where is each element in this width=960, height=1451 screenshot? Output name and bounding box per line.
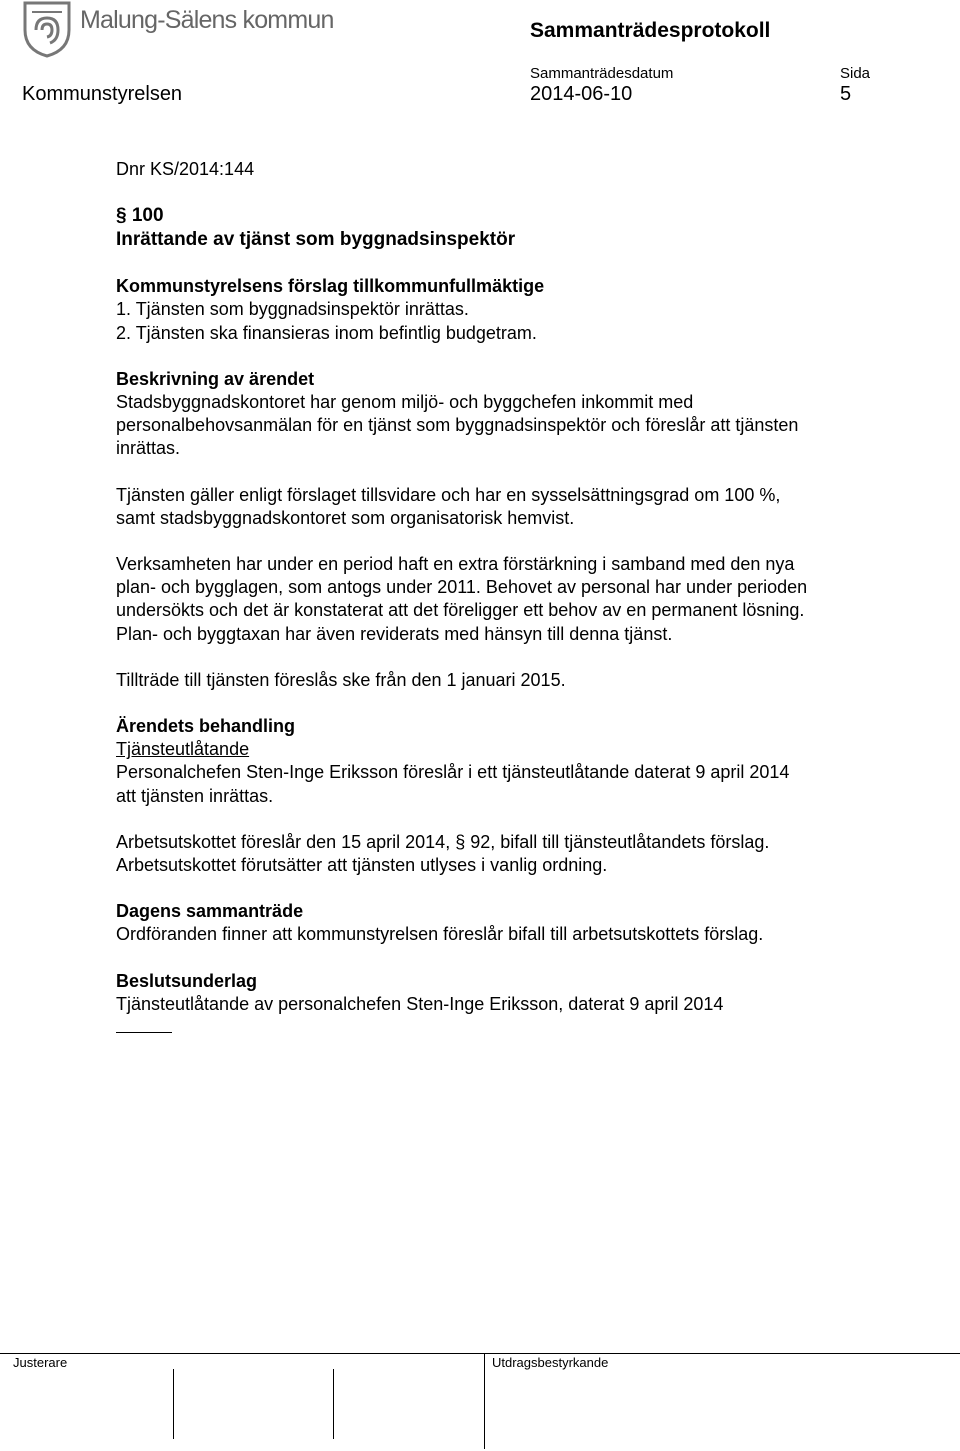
document-body (116, 158, 916, 1033)
description-line: Plan- och byggtaxan har även reviderats med hänsyn till denna tjänst. (116, 623, 673, 644)
page-label: Sida (840, 65, 871, 82)
handling-line: Arbetsutskottet förutsätter att tjänsten utlyses i vanlig ordning. (116, 855, 608, 876)
handling-line: Arbetsutskottet föreslår den 15 april 2014, § 92, bifall till tjänsteutlåtandets förslag. (116, 831, 770, 852)
signature-divider (173, 1369, 174, 1439)
section-number: § 100 (116, 205, 164, 227)
signature-divider (333, 1369, 334, 1439)
meeting-heading: Dagens sammanträde (116, 901, 304, 922)
footer-divider (0, 1353, 960, 1354)
meeting-text: Ordföranden finner att kommunstyrelsen föreslår bifall till arbetsutskottets förslag. (116, 924, 764, 945)
description-heading: Beskrivning av ärendet (116, 368, 315, 389)
description-line: Verksamheten har under en period haft en extra förstärkning i samband med den nya (116, 554, 795, 575)
handling-heading: Ärendets behandling (116, 716, 296, 737)
case-number: Dnr KS/2014:144 (116, 159, 255, 179)
description-line: inrättas. (116, 438, 181, 459)
basis-heading: Beslutsunderlag (116, 970, 258, 991)
reviewer-label: Justerare (13, 1355, 68, 1370)
description-line: plan- och bygglagen, som antogs under 2011. Behovet av personal har under perioden (116, 577, 808, 598)
signature-divider (484, 1354, 485, 1449)
extract-certification-label: Utdragsbestyrkande (492, 1355, 609, 1370)
meeting-date-label: Sammanträdesdatum (530, 65, 674, 82)
description-line: Tillträde till tjänsten föreslås ske från den 1 januari 2015. (116, 669, 566, 690)
page-number: 5 (840, 83, 852, 105)
description-line: Stadsbyggnadskontoret har genom miljö- och byggchefen inkommit med (116, 392, 694, 413)
proposal-item: 1. Tjänsten som byggnadsinspektör inrättas. (116, 299, 469, 320)
end-rule (116, 1032, 172, 1033)
description-line: personalbehovsanmälan för en tjänst som byggnadsinspektör och föreslår att tjänsten (116, 415, 799, 436)
handling-subheading: Tjänsteutlåtande (116, 739, 250, 760)
description-line: undersökts och det är konstaterat att det föreligger ett behov av en permanent lösning. (116, 600, 805, 621)
description-line: samt stadsbyggnadskontoret som organisatorisk hemvist. (116, 507, 575, 528)
description-line: Tjänsten gäller enligt förslaget tillsvidare och har en sysselsättningsgrad om 100 %, (116, 484, 781, 505)
municipality-logo-text: Malung-Sälens kommun (80, 6, 334, 34)
organization-name: Kommunstyrelsen (22, 83, 183, 105)
meeting-date: 2014-06-10 (530, 83, 633, 105)
handling-line: att tjänsten inrättas. (116, 785, 274, 806)
municipal-crest-icon (22, 0, 72, 58)
proposal-item: 2. Tjänsten ska finansieras inom befintlig budgetram. (116, 322, 537, 343)
document-title: Sammanträdesprotokoll (530, 19, 771, 42)
case-title: Inrättande av tjänst som byggnadsinspektör (116, 229, 516, 251)
basis-text: Tjänsteutlåtande av personalchefen Sten-Inge Eriksson, daterat 9 april 2014 (116, 993, 724, 1014)
handling-line: Personalchefen Sten-Inge Eriksson föreslår i ett tjänsteutlåtande daterat 9 april 2014 (116, 762, 790, 783)
proposal-heading: Kommunstyrelsens förslag tillkommunfullmäktige (116, 276, 545, 297)
